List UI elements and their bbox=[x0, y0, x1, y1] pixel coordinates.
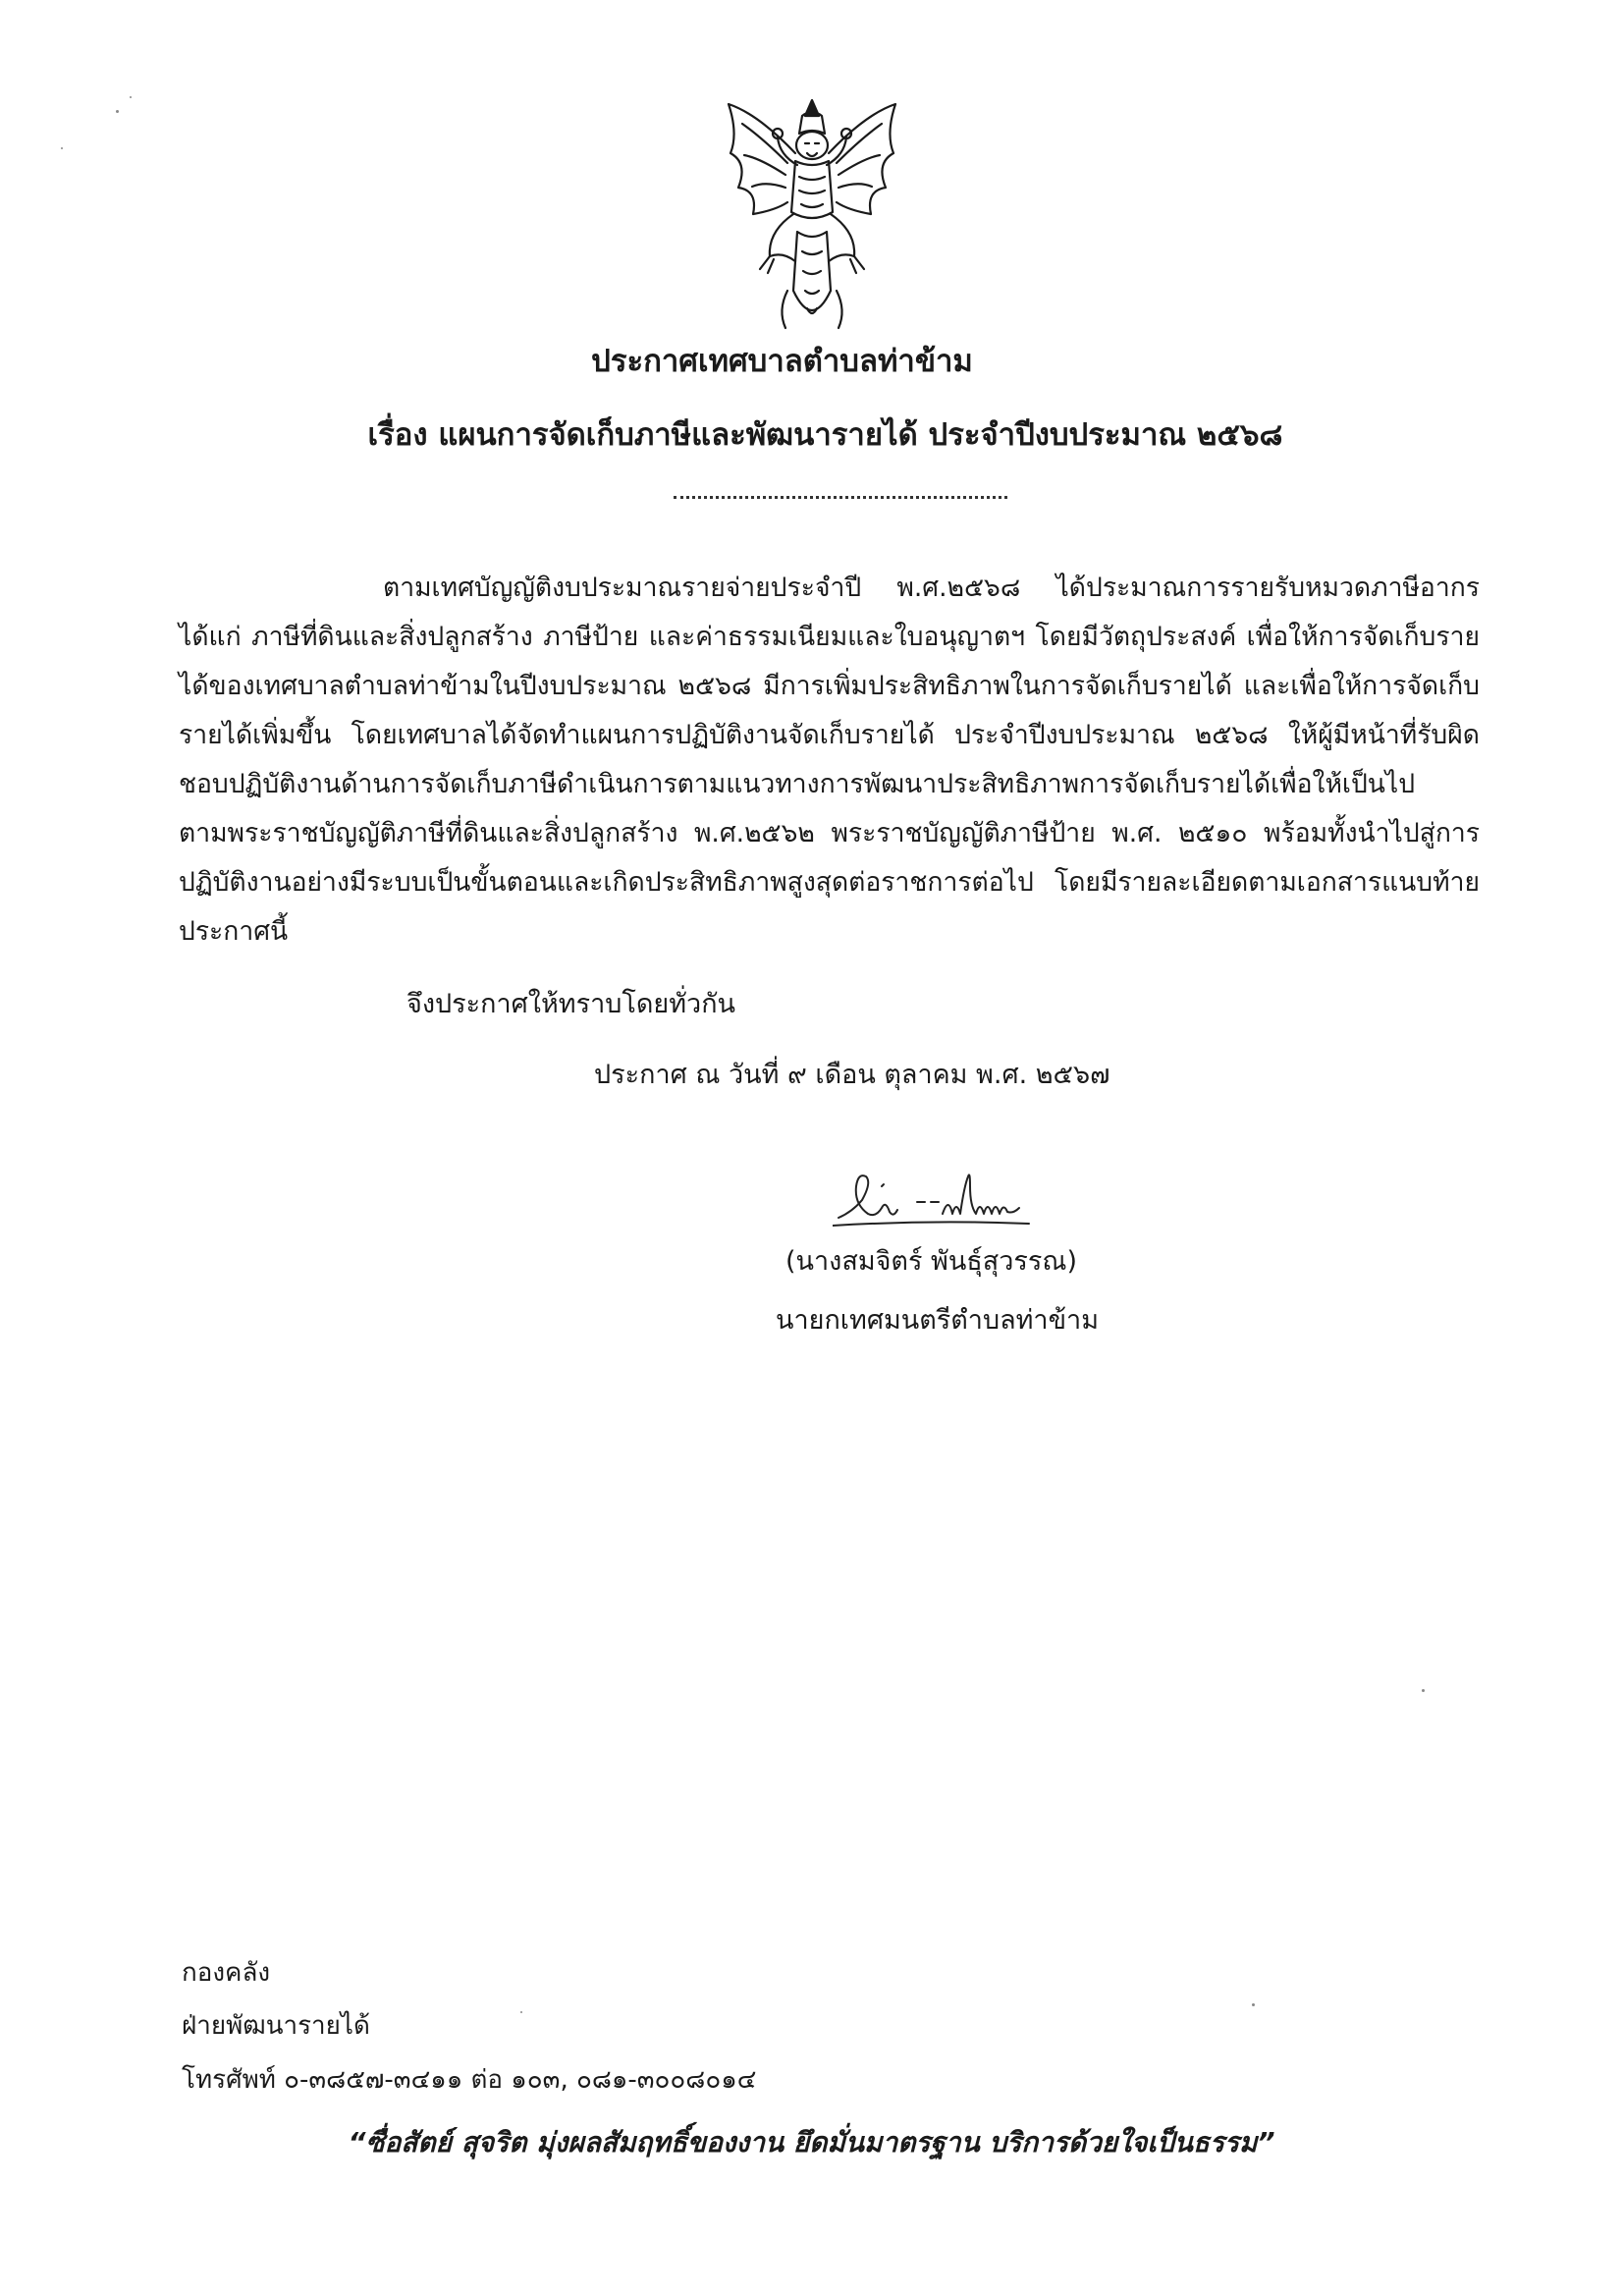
scan-speck bbox=[1252, 2003, 1255, 2006]
footer-motto: “ซื่อสัตย์ สุจริต มุ่งผลสัมฤทธิ์ของงาน ยึดมั่นมาตรฐาน บริการด้วยใจเป็นธรรม” bbox=[348, 2126, 1275, 2159]
signatory-name: (นางสมจิตร์ พันธุ์สุวรรณ) bbox=[785, 1246, 1078, 1277]
scan-speck bbox=[130, 96, 132, 98]
separator-dotted-line bbox=[674, 496, 1007, 499]
scan-speck bbox=[61, 147, 63, 149]
footer-division: ฝ่ายพัฒนารายได้ bbox=[182, 2011, 370, 2041]
announcement-closing: จึงประกาศให้ทราบโดยทั่วกัน bbox=[406, 989, 735, 1019]
footer-department: กองคลัง bbox=[182, 1958, 271, 1988]
announcement-subject: เรื่อง แผนการจัดเก็บภาษีและพัฒนารายได้ ประจำปีงบประมาณ ๒๕๖๘ bbox=[367, 417, 1283, 453]
signatory-position: นายกเทศมนตรีตำบลท่าข้าม bbox=[776, 1305, 1099, 1336]
scan-speck bbox=[116, 110, 119, 113]
announcement-date-line: ประกาศ ณ วันที่ ๙ เดือน ตุลาคม พ.ศ. ๒๕๖๗ bbox=[594, 1060, 1110, 1090]
footer-phone: โทรศัพท์ ๐-๓๘๕๗-๓๔๑๑ ต่อ ๑๐๓, ๐๘๑-๓๐๐๘๐๑๔ bbox=[182, 2065, 757, 2095]
scan-speck bbox=[520, 2011, 522, 2013]
announcement-body: ตามเทศบัญญัติงบประมาณรายจ่ายประจำปี พ.ศ.๒๕๖๘ ได้ประมาณการรายรับหมวดภาษีอากร ได้แก่ ภาษีที่ดินและสิ่งปลูกสร้าง ภาษีป้าย และค่าธรรมเนียมและใบอนุญาตฯ โดยมีวัตถุประสงค์ เพื่อให้การจัดเก็บรายได้ของเทศบาลตำบลท่าข้ามในปีงบประมาณ ๒๕๖๘ มีการเพิ่มประสิทธิภาพในการจัดเก็บรายได้ และเพื่อให้การจัดเก็บรายได้เพิ่มขึ้น โดยเทศบาลได้จัดทำแผนการปฏิบัติงานจัดเก็บรายได้ ประจำปีงบประมาณ ๒๕๖๘ ให้ผู้มีหน้าที่รับผิดชอบปฏิบัติงานด้านการจัดเก็บภาษีดำเนินการตามแนวทางการพัฒนาประสิทธิภาพการจัดเก็บรายได้เพื่อให้เป็นไปตามพระราชบัญญัติภาษีที่ดินและสิ่งปลูกสร้าง พ.ศ.๒๕๖๒ พระราชบัญญัติภาษีป้าย พ.ศ. ๒๕๑๐ พร้อมทั้งนำไปสู่การปฏิบัติงานอย่างมีระบบเป็นขั้นตอนและเกิดประสิทธิภาพสูงสุดต่อราชการต่อไป โดยมีรายละเอียดตามเอกสารแนบท้ายประกาศนี้ bbox=[179, 573, 1480, 947]
garuda-emblem-icon bbox=[709, 94, 915, 340]
announcement-issuer-title: ประกาศเทศบาลตำบลท่าข้าม bbox=[591, 344, 973, 379]
scan-speck bbox=[1422, 1689, 1425, 1692]
handwritten-signature bbox=[833, 1157, 1068, 1235]
